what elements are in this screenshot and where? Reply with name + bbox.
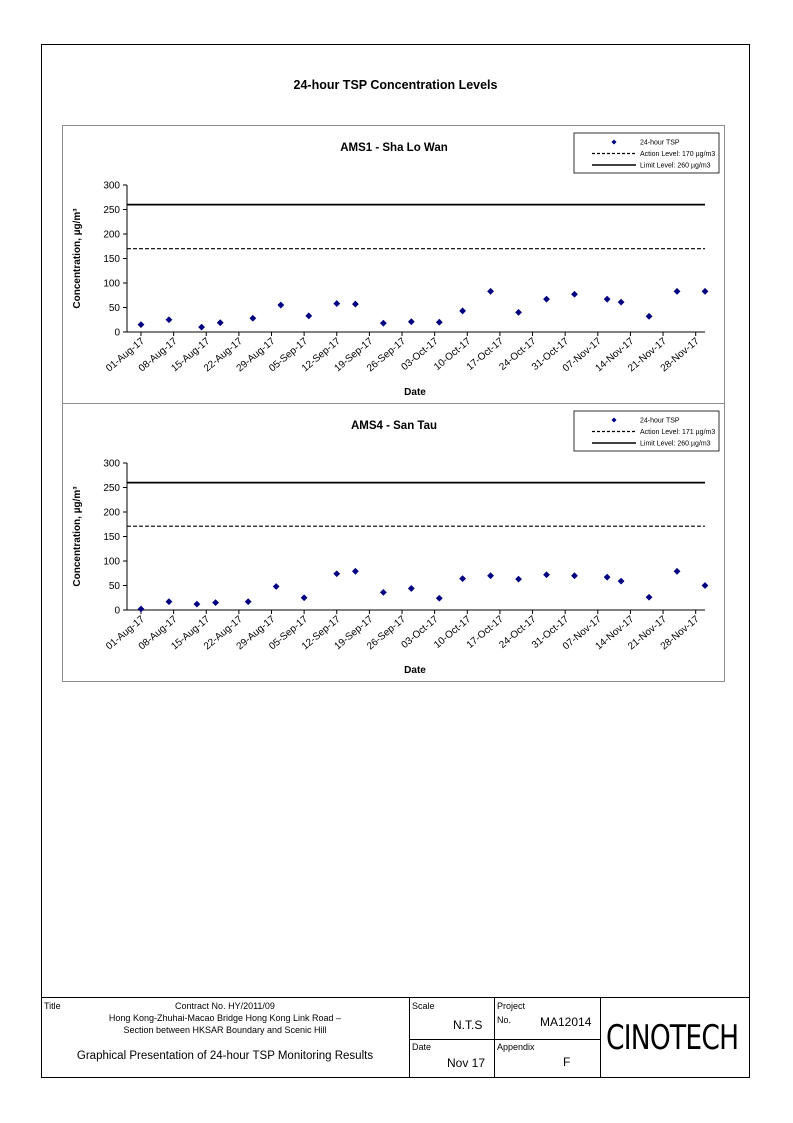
data-point [273,583,280,590]
x-tick-label: 22-Aug-17 [201,335,245,375]
x-tick-label: 01-Aug-17 [104,613,147,653]
y-tick-label: 0 [114,327,120,339]
data-point [198,324,205,331]
data-point [515,576,522,583]
data-point [352,568,359,575]
data-point [245,598,252,605]
y-tick-label: 200 [103,507,120,519]
x-tick-label: 22-Aug-17 [201,613,245,653]
data-point [674,288,681,295]
y-tick-label: 300 [103,180,120,192]
chart-title: AMS1 - Sha Lo Wan [340,142,448,154]
x-tick-label: 26-Sep-17 [365,335,408,375]
data-point [408,585,415,592]
data-point [646,313,653,320]
data-point [380,589,387,596]
x-tick-label: 07-Nov-17 [560,613,604,653]
x-tick-label: 24-Oct-17 [497,335,539,373]
data-point [408,318,415,325]
scale-value: N.T.S [453,1018,483,1032]
chart-ams4 [62,403,725,682]
x-tick-label: 29-Aug-17 [234,613,278,653]
data-point [702,582,709,589]
y-tick-label: 50 [108,581,120,592]
chart-svg [63,404,726,683]
y-tick-label: 150 [103,254,120,265]
data-point [543,571,550,578]
x-tick-label: 17-Oct-17 [464,613,506,651]
y-tick-label: 0 [114,605,120,617]
legend-label: Action Level: 170 µg/m3 [640,151,716,158]
data-point [138,321,145,328]
data-point [352,301,359,308]
legend-label: 24-hour TSP [640,139,680,147]
data-point [543,296,550,303]
x-tick-label: 03-Oct-17 [399,613,441,651]
project-no-label: No. [497,1015,512,1025]
x-tick-label: 03-Oct-17 [399,335,441,373]
page-title: 24-hour TSP Concentration Levels [293,78,498,92]
data-point [618,578,625,585]
x-tick-label: 29-Aug-17 [234,335,278,375]
x-tick-label: 05-Sep-17 [267,335,311,375]
title-label: Title [44,1001,61,1011]
y-tick-label: 200 [103,229,120,241]
data-point [604,574,611,581]
y-tick-label: 100 [103,278,120,290]
data-point [333,300,340,307]
legend-label: Limit Level: 260 µg/m3 [640,162,711,170]
legend-label: Limit Level: 260 µg/m3 [640,440,711,448]
data-point [301,594,308,601]
x-tick-label: 31-Oct-17 [529,613,572,651]
data-point [571,291,578,298]
data-point [604,296,611,303]
x-tick-label: 28-Nov-17 [658,335,702,375]
x-axis-title: Date [404,665,426,676]
x-tick-label: 21-Nov-17 [626,335,669,375]
legend-label: 24-hour TSP [640,417,680,425]
data-point [515,309,522,316]
x-tick-label: 31-Oct-17 [529,335,572,373]
x-tick-label: 21-Nov-17 [626,613,669,653]
x-tick-label: 10-Oct-17 [432,613,474,651]
x-tick-label: 05-Sep-17 [267,613,311,653]
data-point [646,594,653,601]
data-point [305,312,312,319]
data-point [380,320,387,327]
y-tick-label: 100 [103,556,120,568]
x-tick-label: 12-Sep-17 [299,613,343,653]
data-point [333,570,340,577]
chart-ams1 [62,125,725,404]
data-point [618,299,625,306]
x-axis-title: Date [404,387,426,398]
data-point [487,572,494,579]
x-tick-label: 14-Nov-17 [593,613,637,653]
data-point [166,598,173,605]
x-tick-label: 01-Aug-17 [104,335,147,375]
x-tick-label: 24-Oct-17 [497,613,539,651]
data-point [277,302,284,309]
x-tick-label: 12-Sep-17 [299,335,343,375]
x-tick-label: 17-Oct-17 [464,335,506,373]
appendix-label: Appendix [497,1042,535,1052]
y-axis-title: Concentration, µg/m³ [72,208,83,309]
chart-svg [63,126,726,405]
data-point [212,599,219,606]
date-label: Date [412,1042,432,1052]
x-tick-label: 28-Nov-17 [658,613,702,653]
data-point [459,308,466,315]
y-tick-label: 50 [108,303,120,314]
y-axis-title: Concentration, µg/m³ [72,486,83,587]
project-number: MA12014 [540,1015,592,1029]
x-tick-label: 10-Oct-17 [432,335,474,373]
data-point [249,315,256,322]
x-tick-label: 14-Nov-17 [593,335,637,375]
y-tick-label: 300 [103,458,120,470]
data-point [436,319,443,326]
date-value: Nov 17 [447,1056,486,1070]
x-tick-label: 08-Aug-17 [136,613,180,653]
cinotech-logo: CINOTECH [606,1018,739,1058]
data-point [702,288,709,295]
data-point [166,316,173,323]
project-name-line1: Hong Kong-Zhuhai-Macao Bridge Hong Kong Link Road – [108,1013,342,1023]
x-tick-label: 08-Aug-17 [136,335,180,375]
scale-label: Scale [412,1001,435,1011]
data-point [138,606,145,613]
x-tick-label: 15-Aug-17 [169,613,213,653]
data-point [571,572,578,579]
x-tick-label: 26-Sep-17 [365,613,408,653]
title-block [41,997,750,1078]
legend-label: Action Level: 171 µg/m3 [640,429,716,436]
project-name-line2: Section between HKSAR Boundary and Scenic Hill [123,1025,327,1035]
chart-title: AMS4 - San Tau [350,420,438,432]
project-label: Project [497,1001,526,1011]
data-point [194,601,201,608]
contract-number: Contract No. HY/2011/09 [175,1001,275,1011]
y-tick-label: 150 [103,532,120,543]
data-point [674,568,681,575]
appendix-value: F [563,1055,571,1069]
x-tick-label: 19-Sep-17 [332,613,376,653]
x-tick-label: 15-Aug-17 [169,335,213,375]
data-point [459,575,466,582]
x-tick-label: 19-Sep-17 [332,335,376,375]
data-point [436,595,443,602]
y-tick-label: 250 [103,483,120,494]
x-tick-label: 07-Nov-17 [560,335,604,375]
data-point [487,288,494,295]
y-tick-label: 250 [103,205,120,216]
data-point [217,319,224,326]
drawing-title: Graphical Presentation of 24-hour TSP Monitoring Results [76,1050,374,1062]
